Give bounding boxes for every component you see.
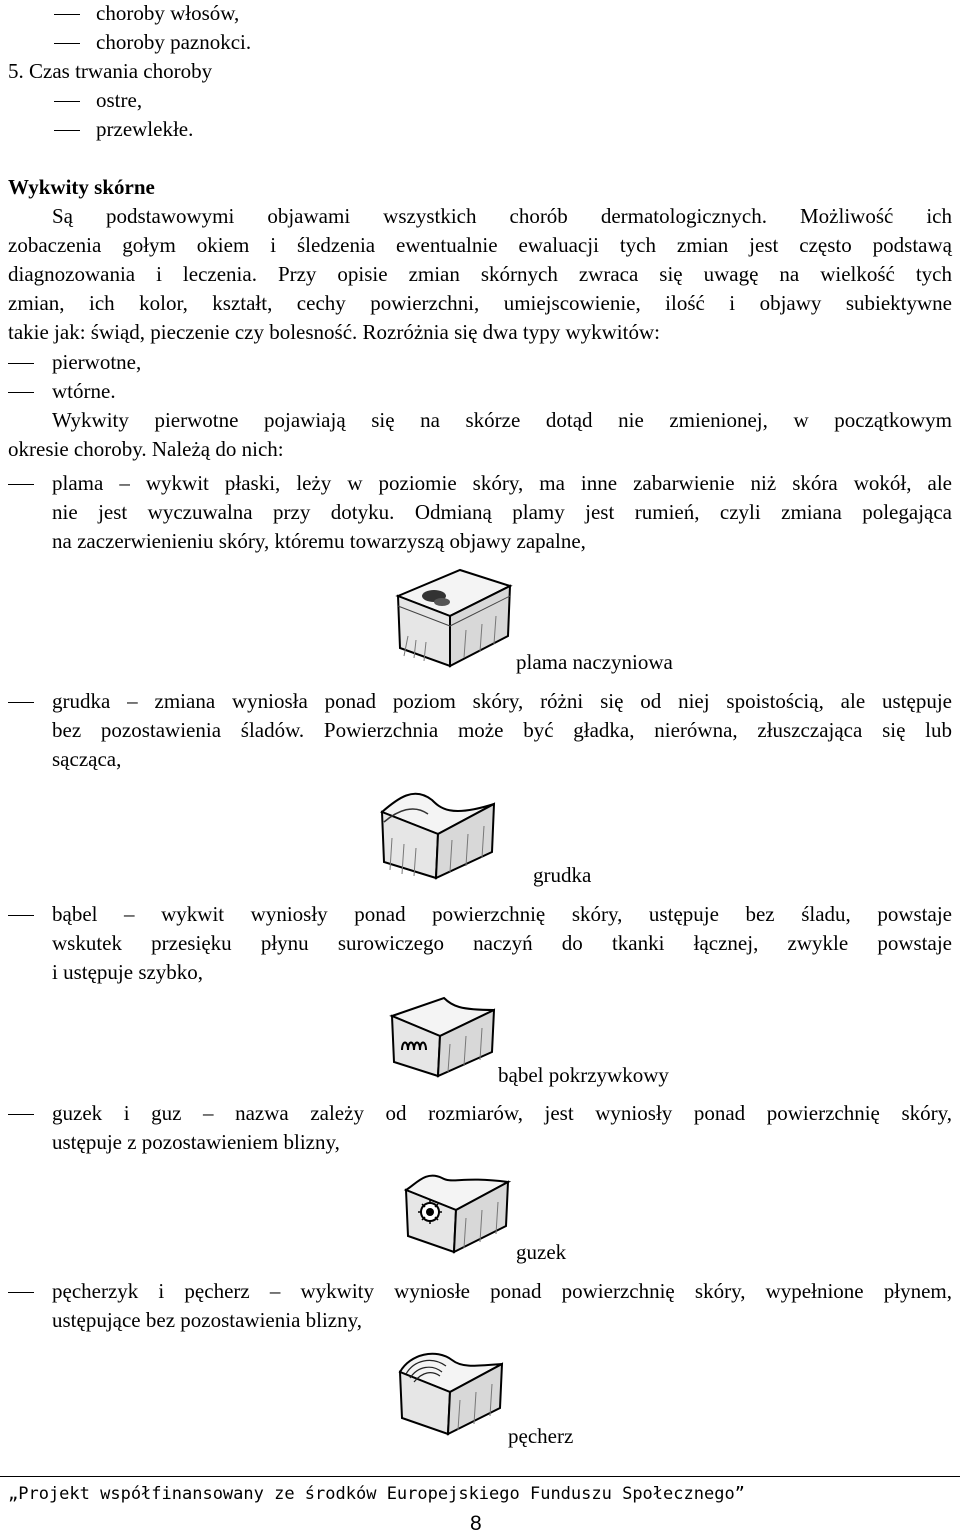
- list-dash: [8, 702, 34, 703]
- list-item: wtórne.: [52, 379, 116, 403]
- paragraph-line: okresie choroby. Należą do nich:: [8, 437, 284, 461]
- section-heading: Wykwity skórne: [8, 175, 155, 199]
- skin-wheal-illustration: [388, 992, 498, 1078]
- paragraph-line: takie jak: świąd, pieczenie czy bolesność. Rozróżnia się dwa typy wykwitów:: [8, 320, 660, 344]
- list-dash: [8, 363, 34, 364]
- paragraph-line: Wykwity pierwotne pojawiają się na skórze dotąd nie zmienionej, w początkowym: [52, 408, 952, 432]
- list-dash: [8, 1292, 34, 1293]
- list-dash: [8, 392, 34, 393]
- list-dash: [54, 101, 80, 102]
- paragraph-line: wskutek przesięku płynu surowiczego naczyń do tkanki łącznej, zwykle powstaje: [52, 931, 952, 955]
- paragraph-line: pęcherzyk i pęcherz – wykwity wyniosłe ponad powierzchnię skóry, wypełnione płynem,: [52, 1279, 952, 1303]
- paragraph-line: zobaczenia gołym okiem i śledzenia ewentualnie ewaluacji tych zmian jest często podstawą: [8, 233, 952, 257]
- paragraph-line: grudka – zmiana wyniosła ponad poziom skóry, różni się od niej spoistością, ale ustępuje: [52, 689, 952, 713]
- skin-blister-illustration: [396, 1346, 506, 1436]
- skin-macule-illustration: [394, 566, 514, 672]
- list-dash: [54, 43, 80, 44]
- paragraph-line: ustępuje z pozostawieniem blizny,: [52, 1130, 340, 1154]
- list-item: choroby włosów,: [96, 1, 240, 25]
- list-dash: [54, 130, 80, 131]
- paragraph-line: nie jest wyczuwalna przy dotyku. Odmianą plamy jest rumień, czyli zmiana polegająca: [52, 500, 952, 524]
- list-dash: [8, 484, 34, 485]
- figure-caption: bąbel pokrzywkowy: [498, 1063, 669, 1087]
- paragraph-line: bąbel – wykwit wyniosły ponad powierzchnię skóry, ustępuje bez śladu, powstaje: [52, 902, 952, 926]
- list-item: przewlekłe.: [96, 117, 194, 141]
- skin-papule-illustration: [378, 778, 498, 884]
- paragraph-line: na zaczerwienieniu skóry, któremu towarzyszą objawy zapalne,: [52, 529, 586, 553]
- list-item: choroby paznokci.: [96, 30, 252, 54]
- figure-caption: grudka: [533, 863, 592, 887]
- list-item: pierwotne,: [52, 350, 142, 374]
- paragraph-line: guzek i guz – nazwa zależy od rozmiarów, jest wyniosły ponad powierzchnię skóry,: [52, 1101, 952, 1125]
- numbered-item: 5. Czas trwania choroby: [8, 59, 213, 83]
- paragraph-line: ustępujące bez pozostawienia blizny,: [52, 1308, 363, 1332]
- paragraph-line: Są podstawowymi objawami wszystkich chorób dermatologicznych. Możliwość ich: [52, 204, 952, 228]
- list-dash: [8, 1114, 34, 1115]
- list-item: ostre,: [96, 88, 143, 112]
- paragraph-line: zmian, ich kolor, kształt, cechy powierzchni, umiejscowienie, ilość i objawy subiektywne: [8, 291, 952, 315]
- paragraph-line: plama – wykwit płaski, leży w poziomie skóry, ma inne zabarwienie niż skóra wokół, ale: [52, 471, 952, 495]
- figure-caption: pęcherz: [508, 1424, 574, 1448]
- figure-caption: plama naczyniowa: [516, 650, 673, 674]
- list-dash: [54, 14, 80, 15]
- list-dash: [8, 915, 34, 916]
- paragraph-line: bez pozostawienia śladów. Powierzchnia może być gładka, nierówna, złuszczająca się lub: [52, 718, 952, 742]
- page-number: 8: [470, 1512, 482, 1535]
- paragraph-line: diagnozowania i leczenia. Przy opisie zmian skórnych zwraca się uwagę na wielkość tych: [8, 262, 952, 286]
- paragraph-line: sącząca,: [52, 747, 122, 771]
- figure-caption: guzek: [516, 1240, 567, 1264]
- footer-note: „Projekt współfinansowany ze środków Europejskiego Funduszu Społecznego”: [8, 1484, 745, 1504]
- footer-divider: [0, 1476, 960, 1477]
- skin-nodule-illustration: [402, 1164, 512, 1254]
- paragraph-line: i ustępuje szybko,: [52, 960, 204, 984]
